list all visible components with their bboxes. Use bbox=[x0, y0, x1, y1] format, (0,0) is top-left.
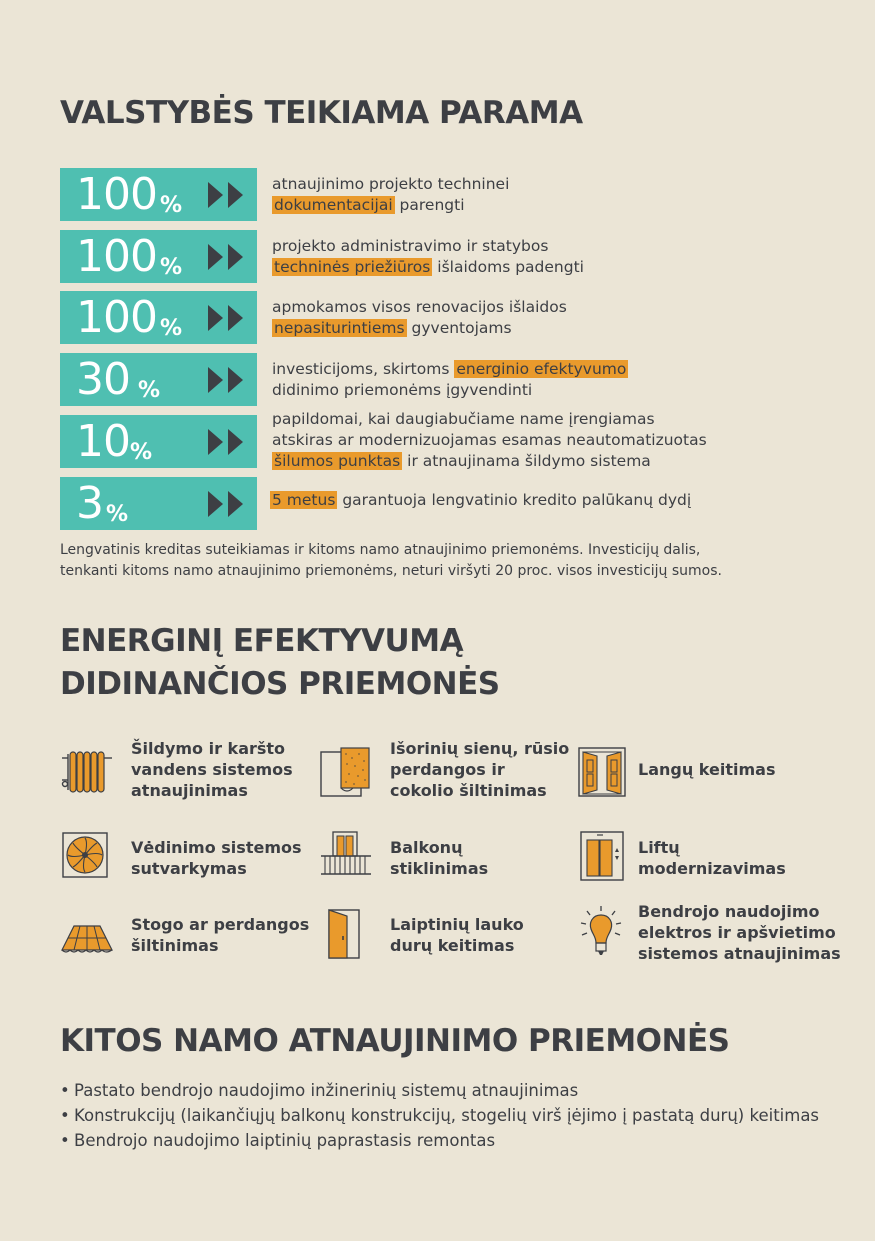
measure-balcony bbox=[319, 837, 579, 901]
support-description: atnaujinimo projekto techninei dokumentacijai parengti bbox=[272, 175, 510, 214]
percent-badge bbox=[60, 230, 257, 283]
measure-label: Išorinių sienų, rūsio perdangos ir cokolio šiltinimas bbox=[390, 739, 570, 800]
double-arrow-icon bbox=[206, 365, 246, 395]
highlight: nepasiturintiems bbox=[274, 319, 405, 337]
percent-badge bbox=[60, 477, 257, 530]
percent-value: 3 bbox=[76, 478, 103, 529]
measure-label: Liftų modernizavimas bbox=[638, 838, 786, 878]
ventilation-fan-icon bbox=[60, 830, 114, 884]
percent-sign: % bbox=[160, 193, 183, 218]
support-description: investicijoms, skirtoms energinio efektyvumo didinimo priemonėms įgyvendinti bbox=[272, 360, 627, 399]
support-row bbox=[60, 291, 840, 344]
double-arrow-icon bbox=[206, 427, 246, 457]
support-description: 5 metus garantuoja lengvatinio kredito palūkanų dydį bbox=[272, 491, 692, 509]
highlight: 5 metus bbox=[272, 491, 336, 509]
percent-sign: % bbox=[106, 502, 129, 527]
other-measures-list bbox=[60, 1078, 819, 1153]
percent-value: 100 bbox=[76, 231, 157, 282]
section-title-energy-efficiency-line2: DIDINANČIOS PRIEMONĖS bbox=[60, 666, 500, 702]
measure-label: Laiptinių lauko durų keitimas bbox=[390, 915, 524, 955]
measure-label: Šildymo ir karšto vandens sistemos atnaujinimas bbox=[131, 739, 293, 800]
measure-windows bbox=[577, 738, 837, 802]
percent-badge bbox=[60, 291, 257, 344]
measure-heating bbox=[60, 738, 320, 802]
radiator-icon bbox=[60, 744, 114, 798]
support-description: papildomai, kai daugiabučiame name įrengiamas atskiras ar modernizuojamas esamas neautomatizuotas šilumos punktas ir atnaujinama šildymo sistema bbox=[272, 410, 707, 470]
measure-door bbox=[319, 914, 579, 978]
percent-value: 10 bbox=[76, 416, 130, 467]
measure-label: Stogo ar perdangos šiltinimas bbox=[131, 915, 310, 955]
support-row bbox=[60, 168, 840, 221]
percent-sign: % bbox=[138, 378, 161, 403]
footnote: Lengvatinis kreditas suteikiamas ir kitoms namo atnaujinimo priemonėms. Investicijų dalis, tenkanti kitoms namo atnaujinimo priemonėms, neturi viršyti 20 proc. visos investicijų sumos. bbox=[60, 542, 722, 579]
wall-insulation-icon bbox=[319, 744, 373, 798]
percent-value: 30 bbox=[76, 354, 130, 405]
support-description: apmokamos visos renovacijos išlaidos nepasiturintiems gyventojams bbox=[272, 298, 567, 337]
percent-sign: % bbox=[160, 255, 183, 280]
measure-elevator bbox=[577, 837, 837, 901]
highlight: šilumos punktas bbox=[274, 452, 401, 470]
measure-label: Bendrojo naudojimo elektros ir apšvietimo sistemos atnaujinimas bbox=[638, 902, 841, 963]
highlight: energinio efektyvumo bbox=[456, 360, 627, 378]
measure-label: Vėdinimo sistemos sutvarkymas bbox=[131, 838, 302, 878]
list-item: • Pastato bendrojo naudojimo inžinerinių sistemų atnaujinimas bbox=[60, 1081, 579, 1100]
light-bulb-icon bbox=[577, 905, 631, 959]
percent-badge bbox=[60, 415, 257, 468]
list-item: • Bendrojo naudojimo laiptinių paprastasis remontas bbox=[60, 1131, 496, 1150]
support-row bbox=[60, 353, 840, 406]
measure-roof bbox=[60, 914, 320, 978]
roof-icon bbox=[60, 920, 114, 974]
measure-wall-insulation bbox=[319, 738, 579, 802]
support-description: projekto administravimo ir statybos techninės priežiūros išlaidoms padengti bbox=[272, 237, 584, 276]
section-title-state-support: VALSTYBĖS TEIKIAMA PARAMA bbox=[60, 95, 583, 131]
double-arrow-icon bbox=[206, 303, 246, 333]
highlight: dokumentacijai bbox=[274, 196, 393, 214]
percent-value: 100 bbox=[76, 169, 157, 220]
double-arrow-icon bbox=[206, 489, 246, 519]
section-title-energy-efficiency-line1: ENERGINĮ EFEKTYVUMĄ bbox=[60, 623, 464, 659]
measure-label: Langų keitimas bbox=[638, 760, 776, 779]
percent-sign: % bbox=[130, 440, 153, 465]
elevator-icon bbox=[577, 830, 631, 884]
measure-ventilation bbox=[60, 837, 320, 901]
balcony-icon bbox=[319, 830, 373, 884]
measure-lighting bbox=[577, 901, 841, 965]
window-icon bbox=[577, 744, 631, 798]
measure-label: Balkonų stiklinimas bbox=[390, 838, 489, 878]
support-row bbox=[60, 477, 840, 530]
section-title-other-measures: KITOS NAMO ATNAUJINIMO PRIEMONĖS bbox=[60, 1023, 730, 1059]
highlight: techninės priežiūros bbox=[274, 258, 431, 276]
percent-value: 100 bbox=[76, 292, 157, 343]
double-arrow-icon bbox=[206, 180, 246, 210]
percent-badge bbox=[60, 168, 257, 221]
double-arrow-icon bbox=[206, 242, 246, 272]
percent-sign: % bbox=[160, 316, 183, 341]
support-row bbox=[60, 410, 840, 470]
list-item: • Konstrukcijų (laikančiųjų balkonų konstrukcijų, stogelių virš įėjimo į pastatą durų) keitimas bbox=[60, 1106, 820, 1125]
door-icon bbox=[319, 906, 373, 960]
support-row bbox=[60, 230, 840, 283]
percent-badge bbox=[60, 353, 257, 406]
